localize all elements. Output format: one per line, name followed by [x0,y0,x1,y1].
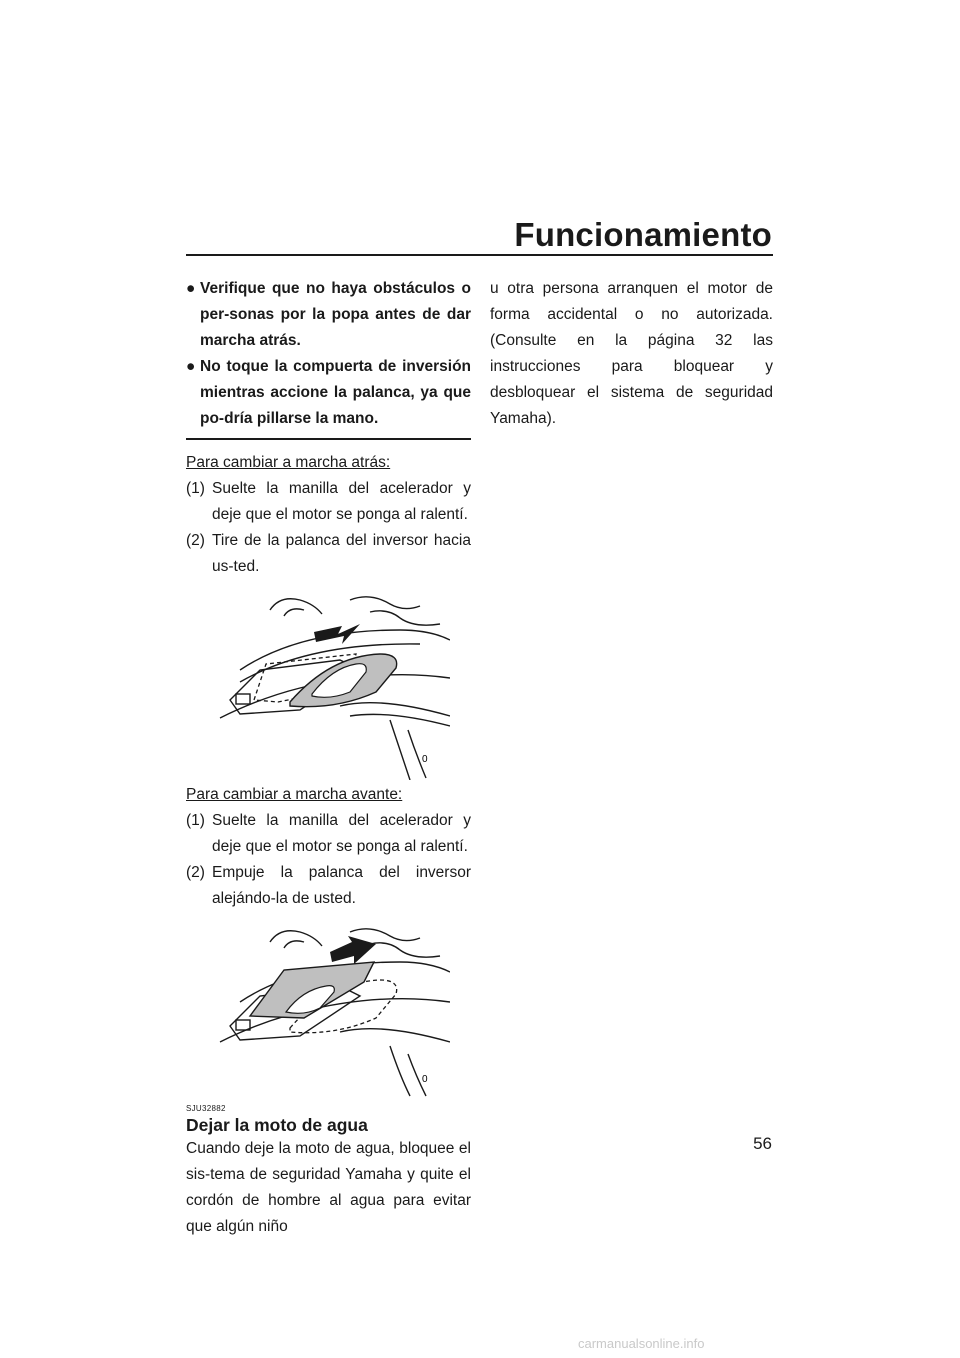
reverse-heading: Para cambiar a marcha atrás: [186,454,391,471]
section-paragraph: Cuando deje la moto de agua, bloquee el sis-tema de seguridad Yamaha y quite el cordón de hombre al agua para evitar que algún niño [186,1140,471,1235]
reverse-step: (1) Suelte la manilla del acelerador y deje que el motor se ponga al ralentí. [186,480,471,523]
section-code: SJU32882 [186,1104,226,1113]
forward-lever-illustration [200,922,450,1098]
warning-item: ● Verifique que no haya obstáculos o per-sonas por la popa antes de dar marcha atrás. [186,276,471,354]
forward-step: (1) Suelte la manilla del acelerador y deje que el motor se ponga al ralentí. [186,812,471,855]
warning-divider [186,438,471,440]
footer-watermark: carmanualsonline.info [578,1336,705,1351]
figure-marker: 0 [422,1074,428,1085]
section-paragraph-continued: u otra persona arranquen el motor de forma accidental o no autorizada. (Consulte en la página 32 las instrucciones para bloquear y desbloquear el sistema de seguridad Yamaha). [490,280,773,427]
left-column [186,276,471,1240]
warning-item: ● No toque la compuerta de inversión mientras accione la palanca, ya que po-dría pillarse la mano. [186,354,471,432]
page-number: 56 [753,1134,772,1153]
section-heading: Dejar la moto de agua [186,1115,368,1135]
bullet-icon: ● [186,358,196,375]
reverse-step: (2) Tire de la palanca del inversor hacia us-ted. [186,532,471,575]
figure-marker: 0 [422,754,428,765]
bullet-icon: ● [186,280,196,297]
reverse-lever-illustration [200,590,450,780]
page-title: Funcionamiento [514,216,772,253]
forward-heading: Para cambiar a marcha avante: [186,786,403,803]
title-divider [186,254,773,256]
forward-step: (2) Empuje la palanca del inversor alejándo-la de usted. [186,864,471,907]
right-column [490,276,773,432]
